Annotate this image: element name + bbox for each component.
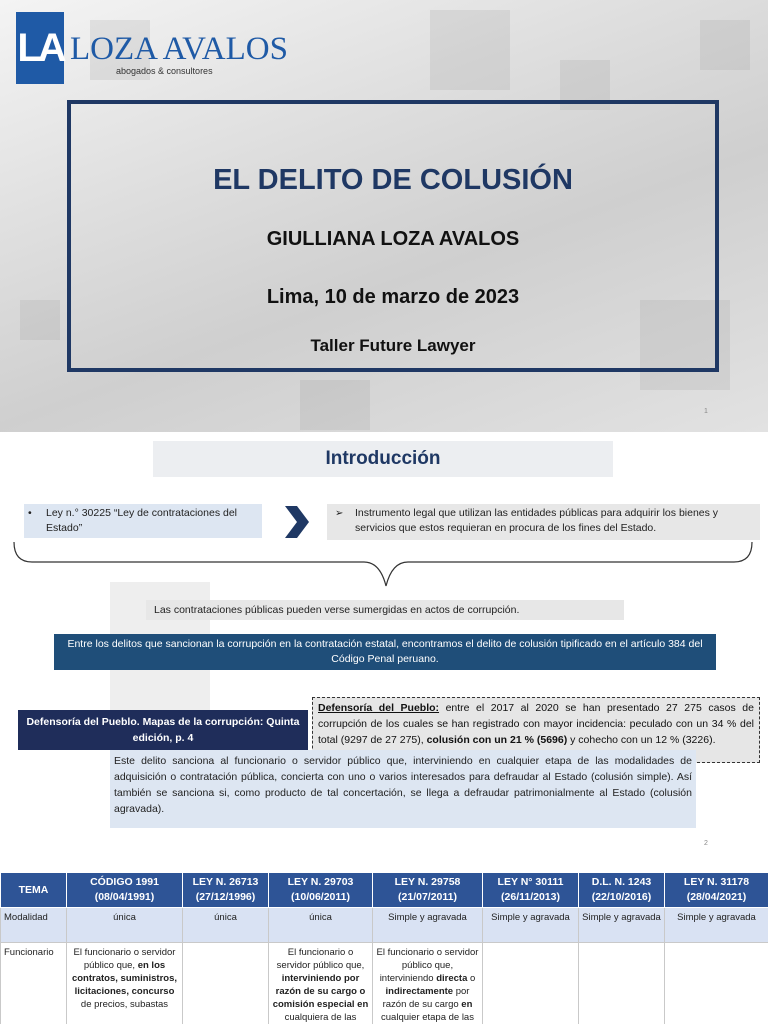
table-cell: El funcionario o servidor público que, interviniendo directa o indirectamente por razón de su cargo en cualquier etapa de las <box>373 943 483 1024</box>
presentation-date: Lima, 10 de marzo de 2023 <box>266 286 520 308</box>
instrument-text: Instrumento legal que utilizan las entidades públicas para adquirir los bienes y servicios que estos requieran en procura de los fines del Estado. <box>355 507 719 534</box>
header-cell: D.L. N. 1243 (22/10/2016) <box>579 873 665 908</box>
arrow-bullet-icon: ➢ <box>335 508 344 519</box>
table-row <box>1 908 768 943</box>
stat-highlight: colusión con un 21 % (5696) <box>426 734 568 746</box>
table-cell: El funcionario o servidor público que, en los contratos, suministros, licitaciones, concurso de precios, subastas <box>67 943 183 1024</box>
logo-mark: LA <box>16 12 64 84</box>
table-cell: El funcionario o servidor público que, interviniendo por razón de su cargo o comisión especial en cualquiera de las <box>269 943 373 1024</box>
author-name: GIULLIANA LOZA AVALOS <box>266 228 520 250</box>
table-cell <box>665 943 768 1024</box>
table-cell: Simple y agravada <box>483 908 579 943</box>
table-cell: Modalidad <box>1 908 67 943</box>
header-cell: LEY N. 29758 (21/07/2011) <box>373 873 483 908</box>
table-row <box>1 943 768 1024</box>
definition-box: Este delito sanciona al funcionario o servidor público que, interviniendo en cualquier etapa de las modalidades de adquisición o contratación pública, concierta con uno o varios interesados para defraudar al Estado (colusión simple). Así también se sanciona si, como producto de tal concertación, se llega a defraudar patrimonialmente al Estado (colusión agravada). <box>110 750 696 828</box>
table-cell: única <box>269 908 373 943</box>
header-cell: LEY N° 30111 (26/11/2013) <box>483 873 579 908</box>
introduction-slide <box>0 432 768 864</box>
title-frame <box>67 100 719 372</box>
chevron-right-icon <box>283 506 311 538</box>
stat-text-2: y cohecho con un 12 % (3226). <box>567 734 716 746</box>
page-number: 1 <box>704 408 708 415</box>
source-citation: Defensoría del Pueblo. Mapas de la corrupción: Quinta edición, p. 4 <box>18 710 308 750</box>
table-header-row <box>1 873 768 908</box>
comparison-table-slide <box>0 872 768 1024</box>
stat-text-1: entre el 2017 al 2020 se han presentado 27 275 casos de corrupción de los cuales se han registrado con mayor incidencia: peculado con un 34 % del total (9297 de 27 275), <box>318 702 754 746</box>
law-text: Ley n.° 30225 “Ley de contrataciones del Estado” <box>46 507 237 534</box>
corruption-note: Las contrataciones públicas pueden verse sumergidas en actos de corrupción. <box>146 600 624 620</box>
table-cell <box>183 943 269 1024</box>
stat-label: Defensoría del Pueblo: <box>318 702 440 714</box>
header-cell: CÓDIGO 1991 (08/04/1991) <box>67 873 183 908</box>
table-cell: única <box>183 908 269 943</box>
table-cell: Simple y agravada <box>373 908 483 943</box>
header-cell: TEMA <box>1 873 67 908</box>
header-cell: LEY N. 31178 (28/04/2021) <box>665 873 768 908</box>
table-cell: única <box>67 908 183 943</box>
presentation-title: EL DELITO DE COLUSIÓN <box>213 164 573 196</box>
table-cell <box>579 943 665 1024</box>
table-cell: Funcionario <box>1 943 67 1024</box>
legislation-table <box>0 872 768 1024</box>
header-cell: LEY N. 26713 (27/12/1996) <box>183 873 269 908</box>
crimes-banner: Entre los delitos que sancionan la corrupción en la contratación estatal, encontramos el delito de colusión tipificado en el artículo 384 del Código Penal peruano. <box>54 634 716 670</box>
page-number: 2 <box>704 840 708 847</box>
header-cell: LEY N. 29703 (10/06/2011) <box>269 873 373 908</box>
law-box <box>24 504 262 538</box>
table-cell <box>483 943 579 1024</box>
logo-subtitle: abogados & consultores <box>116 66 213 76</box>
table-cell: Simple y agravada <box>579 908 665 943</box>
table-cell: Simple y agravada <box>665 908 768 943</box>
bullet-icon: • <box>28 507 32 519</box>
slide-heading: Introducción <box>153 441 613 477</box>
event-name: Taller Future Lawyer <box>310 336 476 355</box>
instrument-box <box>327 504 760 540</box>
title-slide <box>0 0 768 432</box>
company-logo <box>16 12 288 84</box>
logo-name: LOZA AVALOS <box>70 31 288 67</box>
brace-icon <box>12 540 756 588</box>
